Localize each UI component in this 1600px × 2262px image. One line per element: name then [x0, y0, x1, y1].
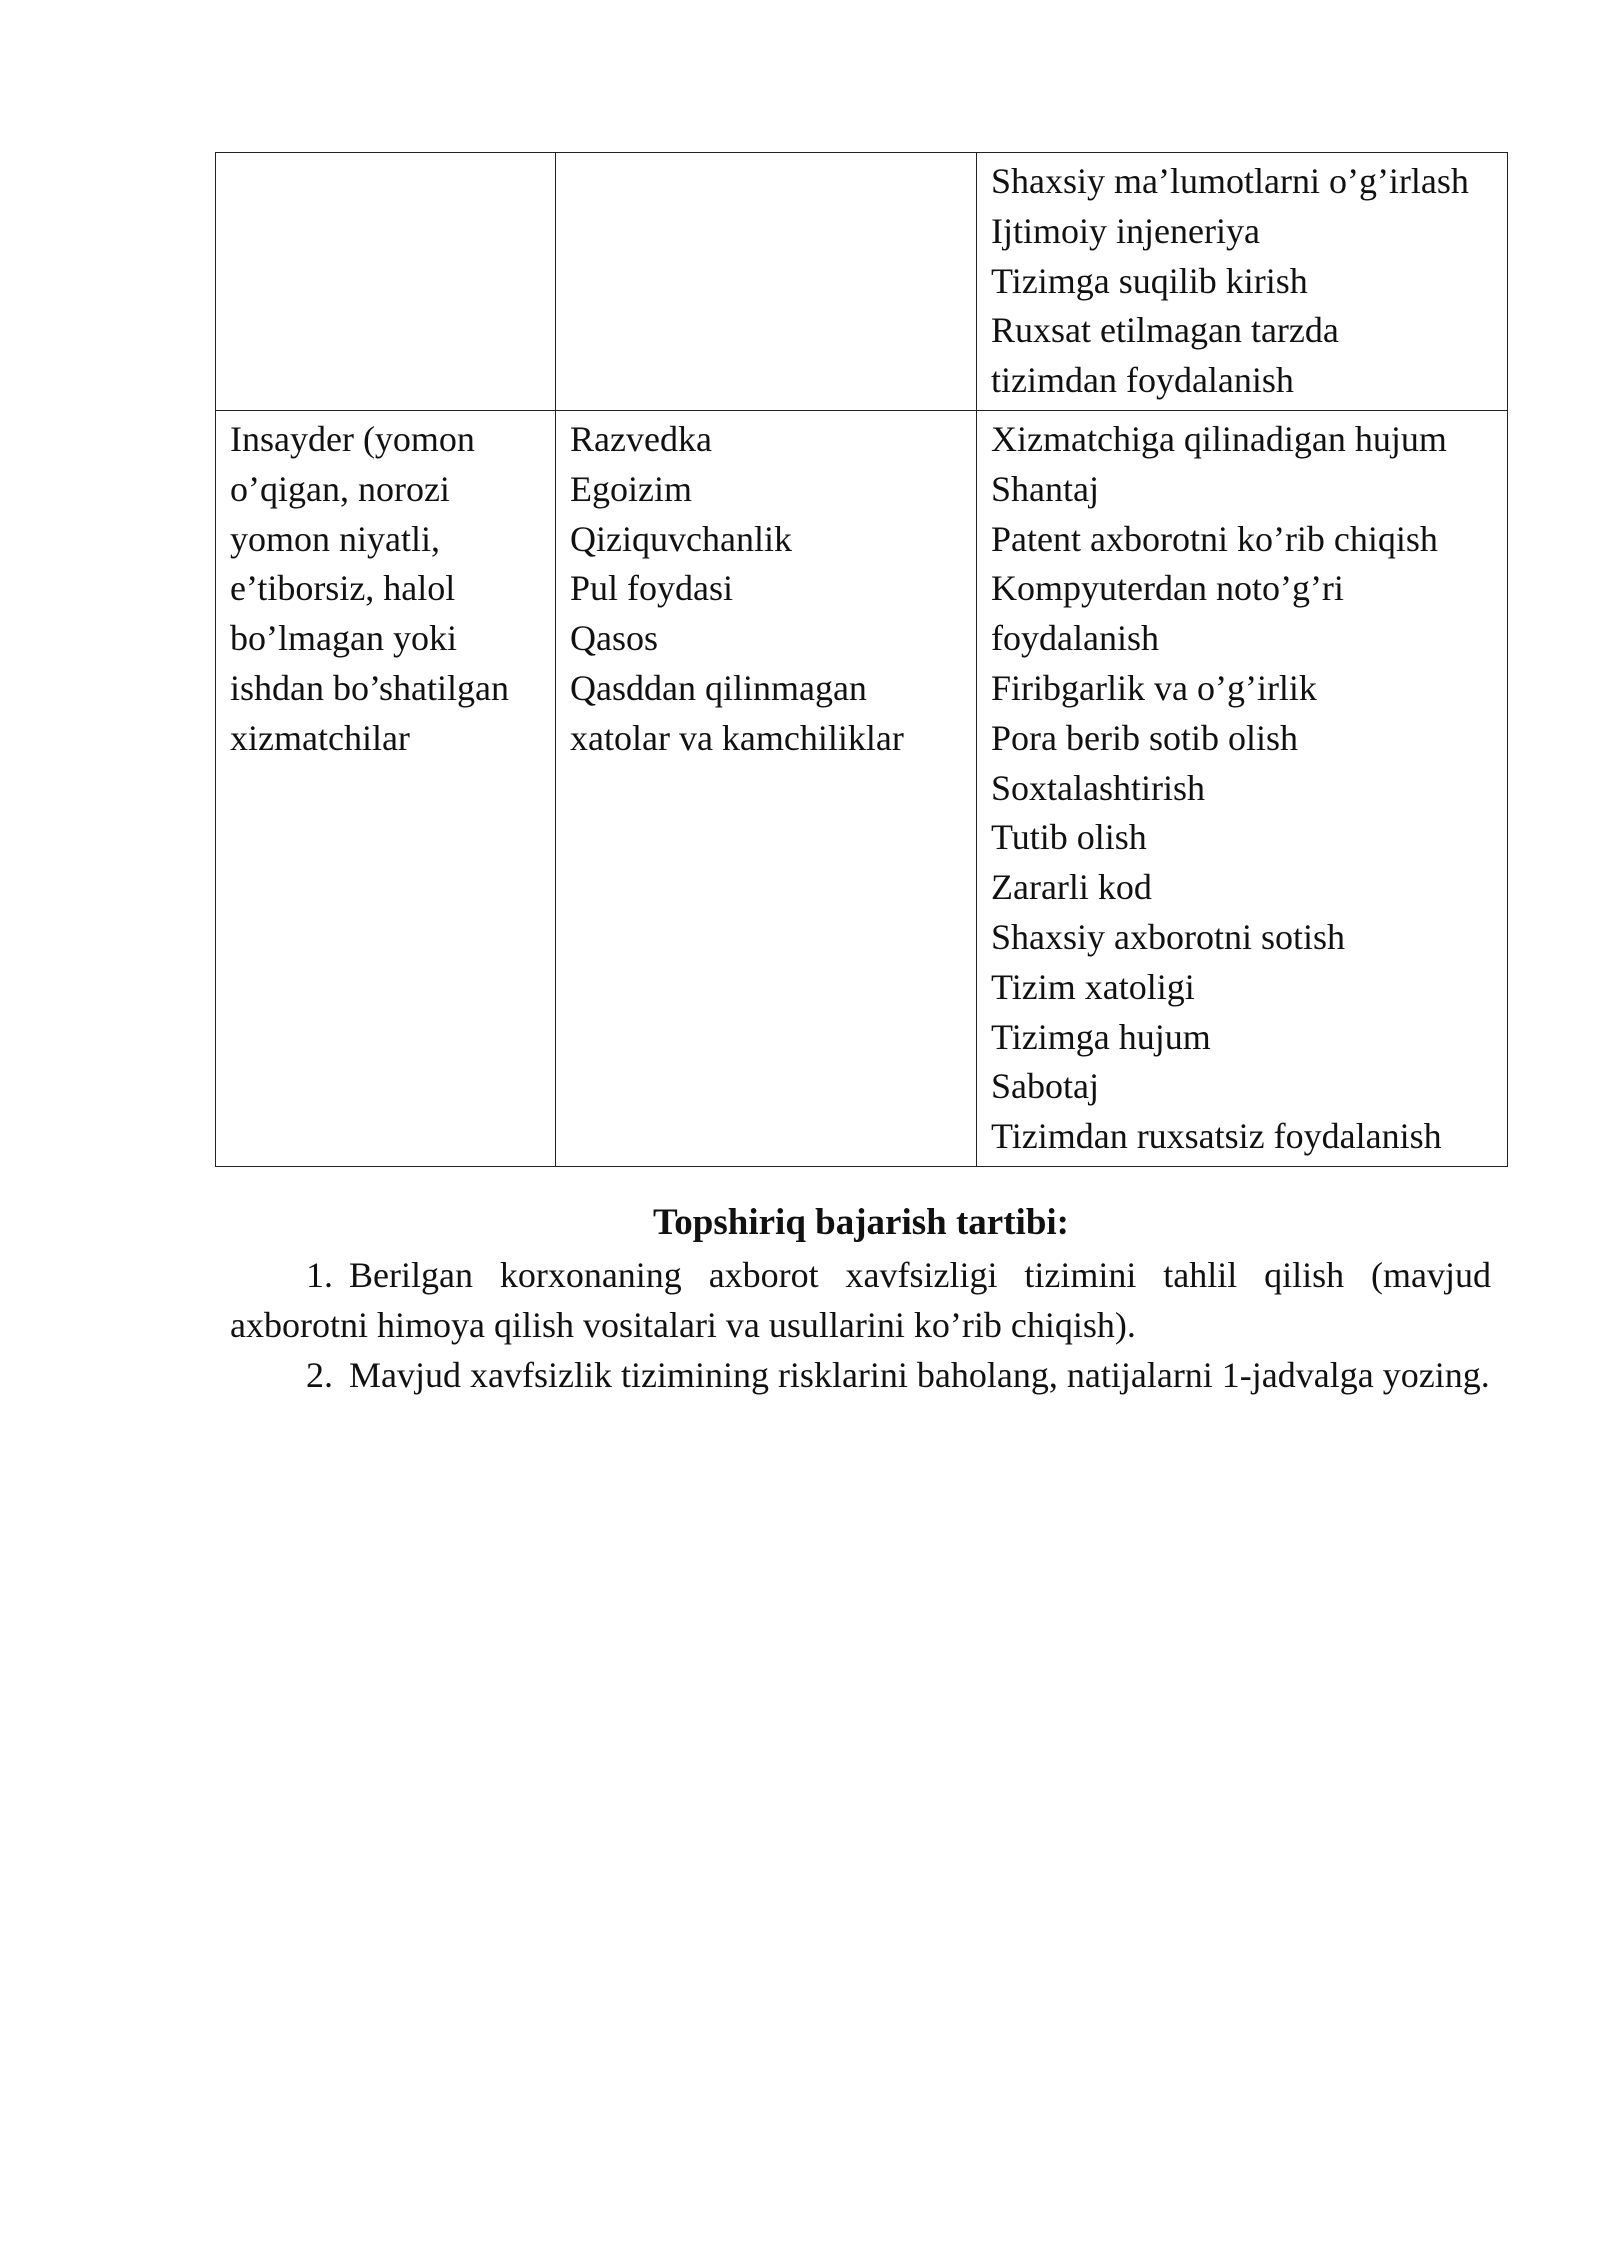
cell-line: Xizmatchiga qilinadigan hujum — [991, 418, 1447, 459]
threat-source-lines — [230, 415, 541, 764]
threat-table-body — [216, 153, 1508, 1167]
task-item — [230, 1250, 1491, 1350]
cell-line: Ruxsat etilmagan tarzda — [991, 310, 1339, 351]
cell-line: Qiziquvchanlik — [570, 518, 792, 559]
cell-line: xizmatchilar — [230, 717, 410, 758]
motivation-cell — [556, 410, 977, 1166]
task-text: Berilgan korxonaning axborot xavfsizligi tizimini tahlil qilish (mavjud axborotni himoya qilish vositalari va usullarini ko’rib chiqish). — [230, 1255, 1491, 1345]
cell-line: Tutib olish — [991, 817, 1147, 858]
task-list — [230, 1250, 1491, 1400]
table-row — [216, 153, 1508, 411]
cell-line: yomon niyatli, — [230, 518, 440, 559]
cell-line: Shaxsiy axborotni sotish — [991, 916, 1346, 957]
cell-line: Ijtimoiy injeneriya — [991, 210, 1260, 251]
cell-line: Razvedka — [570, 418, 712, 459]
cell-line: Insayder (yomon — [230, 418, 475, 459]
section-title: Topshiriq bajarish tartibi: — [653, 1202, 1069, 1243]
cell-line: Qasos — [570, 618, 658, 659]
cell-line: Shantaj — [991, 468, 1099, 509]
cell-line: Tizimga suqilib kirish — [991, 260, 1308, 301]
cell-line: bo’lmagan yoki — [230, 618, 457, 659]
table-row — [216, 410, 1508, 1166]
motivation-lines — [570, 415, 962, 764]
motivation-cell — [556, 153, 977, 411]
task-text: Mavjud xavfsizlik tizimining risklarini baholang, natijalarni 1-jadvalga yozing. — [349, 1355, 1490, 1395]
cell-line: Shaxsiy ma’lumotlarni o’g’irlash — [991, 161, 1469, 201]
cell-line: Tizim xatoligi — [991, 966, 1195, 1007]
cell-line: Tizimga hujum — [991, 1016, 1211, 1057]
threat-actions-cell — [977, 410, 1508, 1166]
threat-table — [215, 152, 1508, 1167]
cell-line: Tizimdan ruxsatsiz foydalanish — [991, 1116, 1442, 1157]
threat-actions-cell — [977, 153, 1508, 411]
task-item — [230, 1350, 1491, 1400]
cell-line: Patent axborotni ko’rib chiqish — [991, 518, 1438, 559]
cell-line: foydalanish — [991, 618, 1159, 659]
cell-line: Firibgarlik va o’g’irlik — [991, 667, 1317, 708]
cell-line: Pul foydasi — [570, 568, 734, 609]
task-number: 1. — [306, 1255, 333, 1295]
cell-line: xatolar va kamchiliklar — [570, 717, 904, 758]
cell-line: tizimdan foydalanish — [991, 360, 1294, 401]
threat-source-cell — [216, 410, 556, 1166]
threat-actions-lines — [991, 415, 1493, 1162]
cell-line: e’tiborsiz, halol — [230, 568, 456, 609]
task-number: 2. — [306, 1355, 333, 1395]
cell-line: o’qigan, norozi — [230, 468, 450, 509]
cell-line: Qasddan qilinmagan — [570, 667, 867, 708]
cell-line: Soxtalashtirish — [991, 767, 1205, 808]
cell-line: Egoizim — [570, 468, 692, 509]
cell-line: ishdan bo’shatilgan — [230, 667, 509, 708]
threat-actions-lines — [991, 157, 1493, 406]
cell-line: Kompyuterdan noto’g’ri — [991, 568, 1344, 609]
cell-line: Pora berib sotib olish — [991, 717, 1298, 758]
cell-line: Zararli kod — [991, 867, 1152, 908]
cell-line: Sabotaj — [991, 1066, 1099, 1107]
threat-source-cell — [216, 153, 556, 411]
